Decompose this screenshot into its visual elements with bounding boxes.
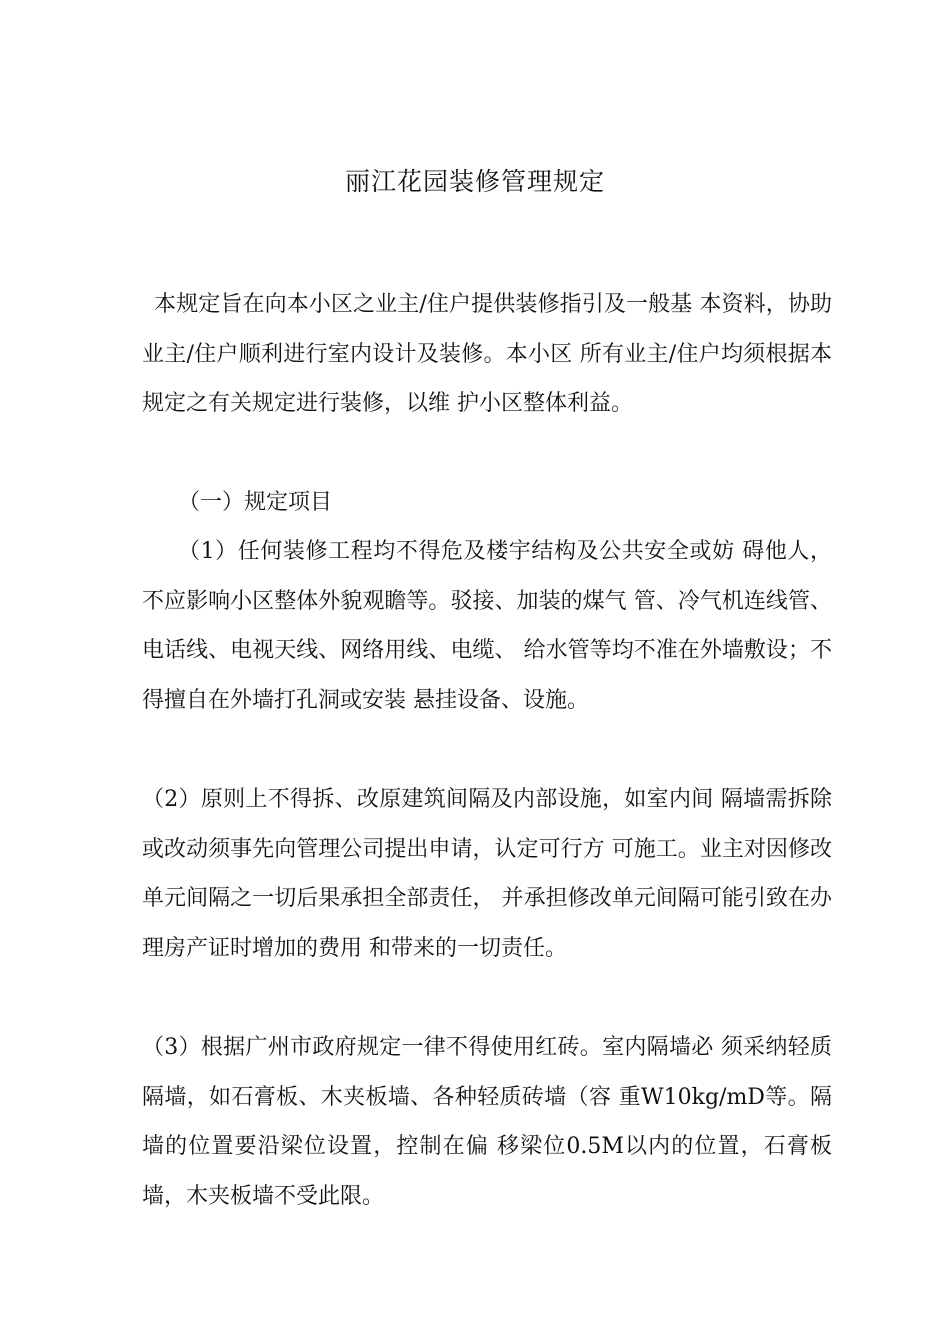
intro-paragraph: 本规定旨在向本小区之业主/住户提供装修指引及一般基 本资料，协助业主/住户顺利进行室内设计及装修。本小区 所有业主/住户均须根据本规定之有关规定进行装修，以维 护小区整体利益。 (142, 292, 832, 416)
document-title: 丽江花园装修管理规定 (344, 167, 605, 196)
rule-item-3: （3）根据广州市政府规定一律不得使用红砖。室内隔墙必 须采纳轻质隔墙，如石膏板、木夹板墙、各种轻质砖墙（容 重W10kg/mD等。隔墙的位置要沿梁位设置，控制在偏 移梁位0.5M以内的位置，石膏板墙，木夹板墙不受此限。 (142, 1035, 832, 1209)
section-heading: （一）规定项目 (178, 490, 333, 515)
rule-item-1: （1）任何装修工程均不得危及楼宇结构及公共安全或妨 碍他人，不应影响小区整体外貌观瞻等。驳接、加装的煤气 管、冷气机连线管、电话线、电视天线、网络用线、电缆、 给水管等均不准在外墙敷设；不得擅自在外墙打孔洞或安装 悬挂设备、设施。 (142, 539, 832, 713)
rule-item-2: （2）原则上不得拆、改原建筑间隔及内部设施，如室内间 隔墙需拆除或改动须事先向管理公司提出申请，认定可行方 可施工。业主对因修改单元间隔之一切后果承担全部责任， 并承担修改单元间隔可能引致在办理房产证时增加的费用 和带来的一切责任。 (142, 787, 832, 961)
